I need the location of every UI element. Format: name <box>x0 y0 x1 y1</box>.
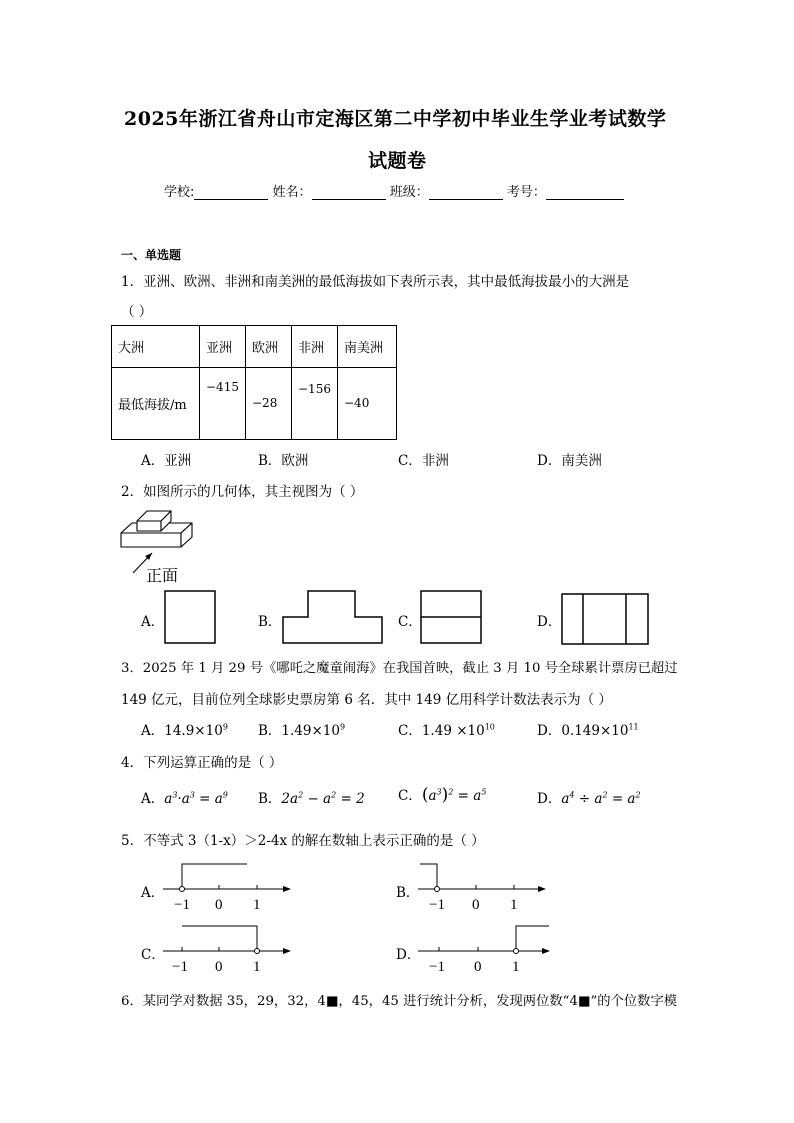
tick-label: 0 <box>472 897 480 912</box>
q2-option-c-label[interactable]: C． <box>398 614 422 630</box>
q5-option-d-label[interactable]: D． <box>396 947 421 963</box>
q5-stem: 5．不等式 3（1-x）＞2-4x 的解在数轴上表示正确的是（ ） <box>121 833 485 849</box>
q3-option-exp: 11 <box>628 722 639 732</box>
q2-option-c-figure[interactable] <box>420 590 482 644</box>
table-cell <box>292 368 338 440</box>
tick-label: −1 <box>429 897 445 912</box>
table-cell-value: −40 <box>344 396 370 410</box>
q3-option-exp: 10 <box>484 722 495 732</box>
q3-option-base: 1.49 ×10 <box>421 723 485 739</box>
q5-option-b-label[interactable]: B． <box>396 885 420 901</box>
table-cell-value: −415 <box>206 380 239 394</box>
altitude-table <box>111 325 397 440</box>
q1-option-d[interactable]: D．南美洲 <box>537 453 602 469</box>
q2-option-b-figure[interactable] <box>282 590 384 644</box>
q3-option-letter: D． <box>537 723 562 739</box>
tick-label: 0 <box>215 897 223 912</box>
tick-label: −1 <box>429 959 445 974</box>
table-header: 大洲 <box>112 326 200 368</box>
table-header: 南美洲 <box>338 326 397 368</box>
q3-option-a[interactable] <box>141 719 228 739</box>
tick-label: 1 <box>253 959 261 974</box>
school-label: 学校: <box>164 185 195 200</box>
table-header: 非洲 <box>292 326 338 368</box>
class-blank[interactable] <box>429 185 503 200</box>
q4-option-c[interactable] <box>398 784 486 805</box>
exam-no-label: 考号： <box>506 185 546 200</box>
q4-option-letter: A． <box>141 791 165 807</box>
q1-option-b[interactable]: B．欧洲 <box>258 453 309 469</box>
q5-option-c-numberline[interactable] <box>163 920 295 974</box>
q2-option-a-figure[interactable] <box>164 590 216 644</box>
q1-stem: 1．亚洲、欧洲、非洲和南美洲的最低海拔如下表所示表，其中最低海拔最小的大洲是 <box>121 274 630 290</box>
q3-option-b[interactable] <box>258 719 345 739</box>
q3-option-base: 0.149×10 <box>561 723 629 739</box>
q2-option-d-label[interactable]: D． <box>537 614 562 630</box>
q3-line1: 3．2025 年 1 月 29 号《哪吒之魔童闹海》在我国首映，截止 3 月 10 号全球累计票房已超过 <box>121 661 678 676</box>
table-cell-value: −28 <box>252 396 278 410</box>
page-title-line2: 试题卷 <box>368 150 427 172</box>
q5-option-d-numberline[interactable] <box>418 920 558 974</box>
table-cell-value: −156 <box>298 382 331 396</box>
tick-label: 1 <box>512 959 520 974</box>
q1-paren: （ ） <box>121 304 153 320</box>
q4-option-letter: D． <box>537 791 562 807</box>
section-heading: 一、单选题 <box>121 248 182 262</box>
tick-label: 1 <box>510 897 518 912</box>
q3-option-letter: C． <box>398 723 422 739</box>
name-blank[interactable] <box>312 185 386 200</box>
q2-option-d-figure[interactable] <box>561 593 649 645</box>
q5-option-a-numberline[interactable] <box>163 858 295 912</box>
tick-label: −1 <box>172 959 188 974</box>
q4-option-a[interactable] <box>141 787 228 807</box>
q3-option-letter: A． <box>141 723 165 739</box>
q4-stem: 4．下列运算正确的是（ ） <box>121 755 283 771</box>
q4-option-d-expr: $a^4 \div a^2 = a^2$ <box>561 790 641 807</box>
q5-option-a-label[interactable]: A． <box>141 885 165 901</box>
tick-label: 0 <box>215 959 223 974</box>
q4-option-letter: C． <box>398 788 422 804</box>
school-blank[interactable] <box>194 185 268 200</box>
q3-option-exp: 9 <box>222 722 228 732</box>
exam-no-blank[interactable] <box>546 185 624 200</box>
q3-option-exp: 9 <box>339 722 346 732</box>
tick-label: −1 <box>174 897 190 912</box>
q1-option-a[interactable]: A．亚洲 <box>141 453 192 469</box>
q4-option-c-expr: $(a^3)^2 = a^5$ <box>421 785 487 805</box>
table-header: 欧洲 <box>246 326 292 368</box>
table-cell <box>246 368 292 440</box>
q4-option-b[interactable] <box>258 787 365 807</box>
front-label: 正面 <box>146 566 179 585</box>
page-title-line1: 2025年浙江省舟山市定海区第二中学初中毕业生学业考试数学 <box>124 108 667 130</box>
q5-option-c-label[interactable]: C． <box>141 947 165 963</box>
q4-option-b-expr: $2a^2 - a^2 = 2$ <box>281 790 365 807</box>
q3-option-base: 14.9×10 <box>164 723 223 739</box>
q3-line2: 149 亿元，目前位列全球影史票房第 6 名．其中 149 亿用科学计数法表示为（ ） <box>121 692 612 708</box>
q4-option-letter: B． <box>258 791 282 807</box>
q6-stem: 6．某同学对数据 35，29，32，4■，45，45 进行统计分析，发现两位数“4■”的个位数字模 <box>121 994 678 1009</box>
table-cell <box>338 368 397 440</box>
q1-option-c[interactable]: C．非洲 <box>398 453 449 469</box>
q3-option-c[interactable] <box>398 719 495 739</box>
q3-option-d[interactable] <box>537 719 639 739</box>
table-cell <box>200 368 246 440</box>
table-header: 亚洲 <box>200 326 246 368</box>
tick-label: 0 <box>474 959 482 974</box>
q2-option-b-label[interactable]: B． <box>258 614 282 630</box>
q4-option-a-expr: $a^3\cdot a^3 = a^9$ <box>164 790 228 807</box>
q2-option-a-label[interactable]: A． <box>141 614 165 630</box>
tick-label: 1 <box>253 897 261 912</box>
name-label: 姓名： <box>272 185 312 200</box>
q3-option-letter: B． <box>258 723 282 739</box>
q3-option-base: 1.49×10 <box>281 723 340 739</box>
class-label: 班级： <box>389 185 429 200</box>
q5-option-b-numberline[interactable] <box>418 858 550 912</box>
student-info <box>164 181 624 200</box>
table-row-label: 最低海拔/m <box>112 368 200 440</box>
q4-option-d[interactable] <box>537 787 641 807</box>
q2-stem: 2．如图所示的几何体，其主视图为（ ） <box>121 484 364 500</box>
